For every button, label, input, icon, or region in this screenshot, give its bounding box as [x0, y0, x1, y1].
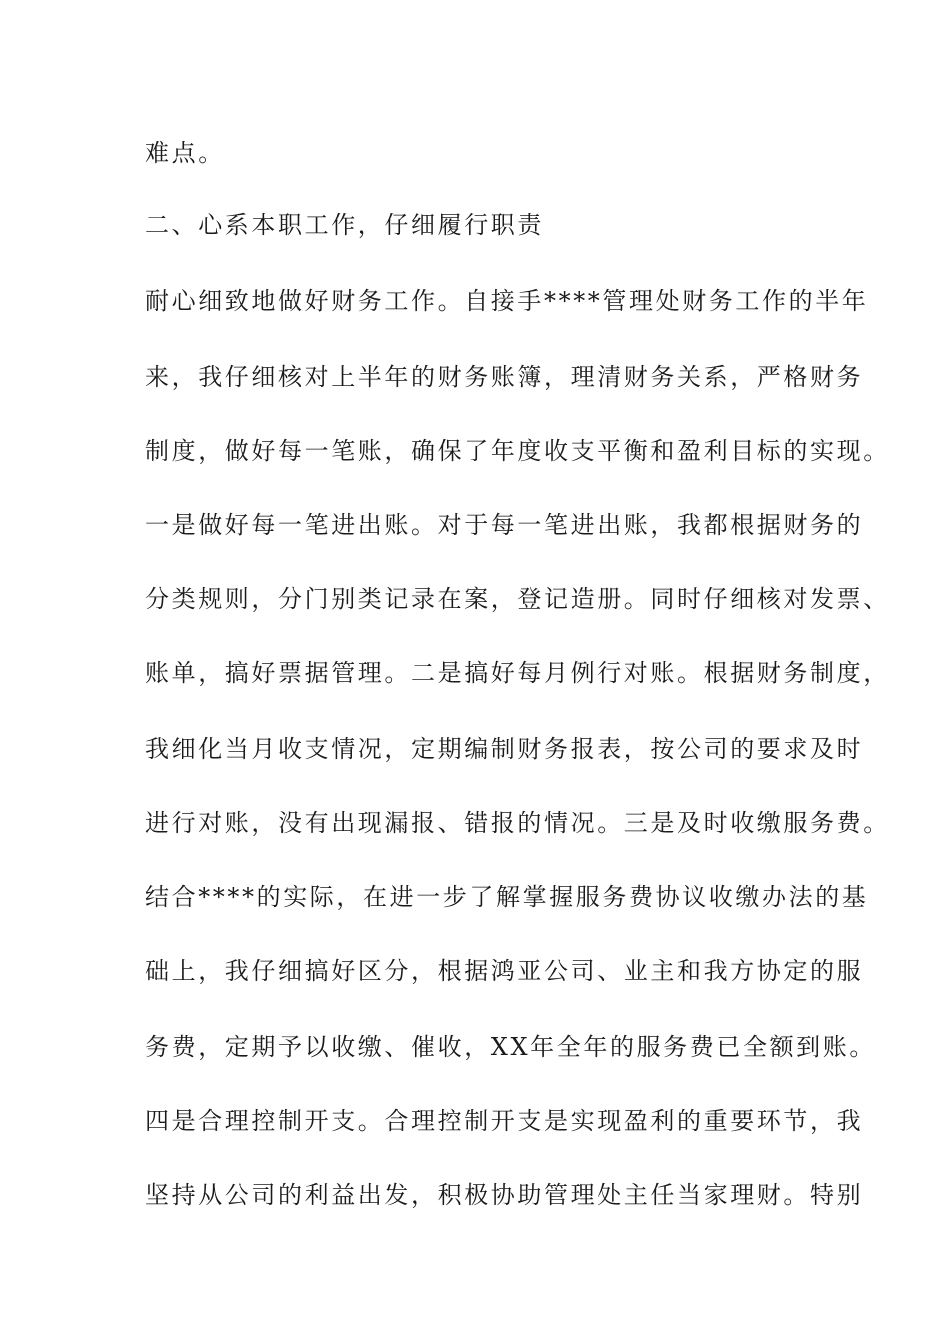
- paragraph-line: 制度，做好每一笔账，确保了年度收支平衡和盈利目标的实现。: [145, 437, 890, 465]
- section-heading: 二、心系本职工作，仔细履行职责: [145, 211, 544, 239]
- paragraph-line: 四是合理控制开支。合理控制开支是实现盈利的重要环节，我: [145, 1107, 864, 1135]
- paragraph-line: 耐心细致地做好财务工作。自接手****管理处财务工作的半年: [145, 287, 869, 315]
- paragraph-line: 础上，我仔细搞好区分，根据鸿亚公司、业主和我方协定的服: [145, 957, 864, 985]
- paragraph-line: 一是做好每一笔进出账。对于每一笔进出账，我都根据财务的: [145, 511, 864, 539]
- paragraph-line: 我细化当月收支情况，定期编制财务报表，按公司的要求及时: [145, 735, 864, 763]
- paragraph-line: 来，我仔细核对上半年的财务账簿，理清财务关系，严格财务: [145, 363, 864, 391]
- paragraph-line: 分类规则，分门别类记录在案，登记造册。同时仔细核对发票、: [145, 585, 890, 613]
- paragraph-line: 进行对账，没有出现漏报、错报的情况。三是及时收缴服务费。: [145, 809, 890, 837]
- paragraph-line: 难点。: [145, 139, 225, 167]
- paragraph-line: 结合****的实际，在进一步了解掌握服务费协议收缴办法的基: [145, 883, 869, 911]
- paragraph-line: 务费，定期予以收缴、催收，XX年全年的服务费已全额到账。: [145, 1033, 876, 1061]
- paragraph-line: 坚持从公司的利益出发，积极协助管理处主任当家理财。特别: [145, 1181, 864, 1209]
- paragraph-line: 账单，搞好票据管理。二是搞好每月例行对账。根据财务制度，: [145, 659, 890, 687]
